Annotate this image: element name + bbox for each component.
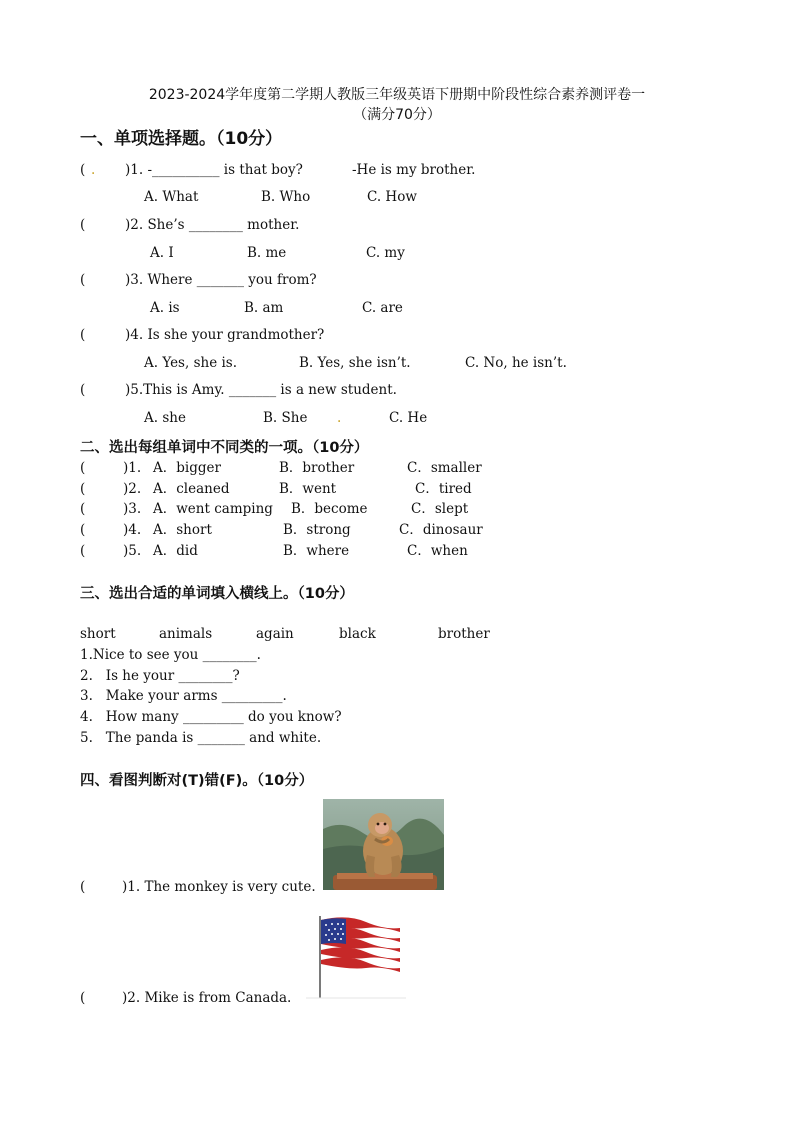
q3-option-b: B. am	[244, 300, 284, 316]
s2-row4-c: C．dinosaur	[399, 522, 483, 538]
fill-item-1: 1.Nice to see you ________.	[80, 647, 261, 663]
s2-row5-c: C．when	[407, 543, 468, 559]
q3-text: )3. Where _______ you from?	[125, 272, 317, 288]
q1-option-b: B. Who	[261, 189, 311, 205]
word-bank-3: again	[256, 626, 294, 642]
q2-option-b: B. me	[247, 245, 287, 261]
q1-option-a: A. What	[144, 189, 199, 205]
q3-option-a: A. is	[150, 300, 180, 316]
fill-item-2: 2. Is he your ________?	[80, 668, 240, 684]
s2-row3-num: )3.	[123, 501, 142, 517]
tf-item-1-bracket: (	[80, 879, 86, 895]
s2-row1-c: C．smaller	[407, 460, 482, 476]
q4-option-a: A. Yes, she is.	[144, 355, 238, 371]
fill-item-5: 5. The panda is _______ and white.	[80, 730, 322, 746]
word-bank-5: brother	[438, 626, 490, 642]
s2-row2-b: B．went	[279, 481, 337, 497]
q1-bracket: (	[80, 162, 86, 178]
s2-row4-bracket: (	[80, 522, 86, 538]
q3-option-c: C. are	[362, 300, 403, 316]
q4-option-b: B. Yes, she isn’t.	[299, 355, 411, 371]
monkey-picture	[323, 799, 444, 890]
q5-mark: .	[337, 410, 342, 426]
q4-bracket: (	[80, 327, 86, 343]
usa-flag-picture	[302, 906, 410, 1001]
q1-text: )1. -__________ is that boy?	[125, 162, 303, 178]
exam-subtitle: （满分70分）	[353, 107, 441, 123]
s2-row5-num: )5.	[123, 543, 142, 559]
section2-heading: 二、选出每组单词中不同类的一项。（10分）	[80, 440, 369, 456]
s2-row3-bracket: (	[80, 501, 86, 517]
word-bank-1: short	[80, 626, 116, 642]
tf-item-1-text: )1. The monkey is very cute.	[122, 879, 316, 895]
s2-row4-b: B．strong	[283, 522, 351, 538]
s2-row3-b: B．become	[291, 501, 368, 517]
s2-row3-c: C．slept	[411, 501, 469, 517]
tf-item-2-bracket: (	[80, 990, 86, 1006]
q2-bracket: (	[80, 217, 86, 233]
s2-row4-a: A．short	[153, 522, 212, 538]
s2-row2-a: A．cleaned	[153, 481, 230, 497]
q3-bracket: (	[80, 272, 86, 288]
q1-mark: .	[91, 162, 96, 178]
s2-row2-num: )2.	[123, 481, 142, 497]
q4-text: )4. Is she your grandmother?	[125, 327, 325, 343]
fill-item-4: 4. How many _________ do you know?	[80, 709, 342, 725]
q1-answer-hint: -He is my brother.	[352, 162, 476, 178]
section4-heading: 四、看图判断对(T)错(F)。（10分）	[80, 773, 314, 789]
q5-bracket: (	[80, 382, 86, 398]
q2-option-a: A. I	[150, 245, 174, 261]
s2-row1-b: B．brother	[279, 460, 355, 476]
s2-row1-a: A．bigger	[153, 460, 221, 476]
q5-option-c: C. He	[389, 410, 428, 426]
s2-row5-b: B．where	[283, 543, 350, 559]
s2-row5-a: A．did	[153, 543, 198, 559]
fill-item-3: 3. Make your arms _________.	[80, 688, 287, 704]
q5-text: )5.This is Amy. _______ is a new student.	[125, 382, 397, 398]
q5-option-a: A. she	[144, 410, 186, 426]
s2-row1-num: )1.	[123, 460, 142, 476]
q4-option-c: C. No, he isn’t.	[465, 355, 567, 371]
exam-title: 2023-2024学年度第二学期人教版三年级英语下册期中阶段性综合素养测评卷一	[148, 87, 646, 103]
q2-option-c: C. my	[366, 245, 405, 261]
q5-option-b: B. She	[263, 410, 308, 426]
word-bank-2: animals	[159, 626, 213, 642]
s2-row3-a: A．went camping	[153, 501, 273, 517]
s2-row1-bracket: (	[80, 460, 86, 476]
section1-heading: 一、单项选择题。（10分）	[80, 129, 283, 149]
word-bank-4: black	[339, 626, 376, 642]
s2-row2-bracket: (	[80, 481, 86, 497]
tf-item-2-text: )2. Mike is from Canada.	[122, 990, 292, 1006]
section3-heading: 三、选出合适的单词填入横线上。（10分）	[80, 586, 354, 602]
s2-row2-c: C．tired	[415, 481, 472, 497]
s2-row4-num: )4.	[123, 522, 142, 538]
q2-text: )2. She’s ________ mother.	[125, 217, 300, 233]
q1-option-c: C. How	[367, 189, 417, 205]
s2-row5-bracket: (	[80, 543, 86, 559]
